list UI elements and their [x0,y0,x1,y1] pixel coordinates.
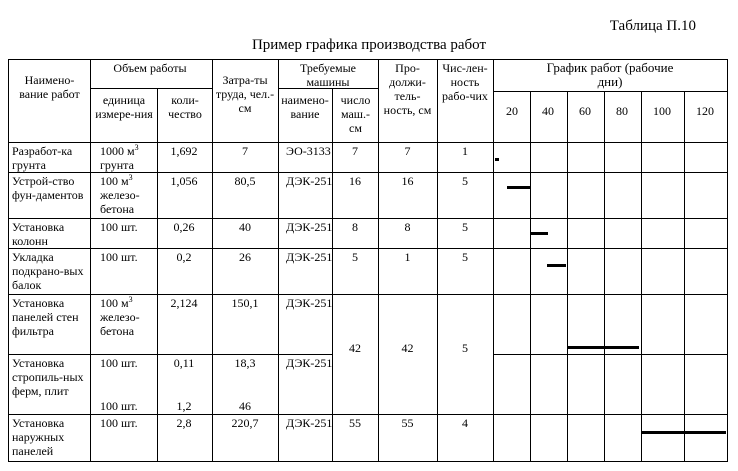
row-name: Устрой-ство фун-даментов [12,174,84,202]
row-duration: 8 [404,220,411,234]
row-machine: ЭО-3133 [286,144,331,158]
merged-duration: 42 [401,341,414,355]
table-title: Пример графика производства работ [251,37,487,53]
row-machine: ДЭК-251 [286,296,333,310]
row-duration: 55 [401,416,414,430]
row-workers: 4 [462,416,468,430]
row-name: Установка наружных панелей [12,416,65,458]
gantt-bar [530,232,548,235]
row-workers: 5 [462,220,468,234]
row-machine: ДЭК-251 [286,220,333,234]
row-qty: 1,056 [170,174,198,188]
header-machines: Требуемые машины [300,61,356,89]
header-machine-name: наимено-вание [281,93,329,121]
row-duration: 1 [404,250,411,264]
header-qty: коли-чество [168,93,202,121]
row-unit: 100 $м^3$ железо-бетона [100,295,140,338]
row-machine: ДЭК-251 [286,356,333,370]
row-qty: 0,26 [173,220,195,234]
row-qty-second: 1,2 [176,399,192,413]
row-machine-count: 7 [352,144,358,158]
row-labor: 220,7 [231,416,259,430]
row-name: Установка стропиль-ных ферм, плит [12,356,84,398]
row-labor: 26 [239,250,251,264]
row-labor: 40 [239,220,251,234]
day-120: 120 [696,104,714,118]
row-unit: 1000 $м^3$ грунта [100,143,139,172]
gantt-bar [567,346,639,349]
row-labor-second: 46 [239,399,251,413]
row-machine-count: 55 [349,416,361,430]
row-unit: 100 шт. [100,356,138,370]
row-machine-count: 5 [352,250,358,264]
row-workers: 5 [462,174,468,188]
day-80: 80 [616,104,628,118]
row-name: Установка панелей стен фильтра [12,296,79,338]
row-duration: 16 [401,174,414,188]
day-100: 100 [653,104,671,118]
row-labor: 80,5 [234,174,256,188]
row-machine: ДЭК-251 [286,174,333,188]
row-unit: 100 шт. [100,250,138,264]
header-name: Наимено-вание работ [19,73,80,101]
row-machine: ДЭК-251 [286,250,333,264]
gantt-bar [507,186,531,189]
header-unit: единица измере-ния [95,93,153,121]
row-duration: 7 [404,144,411,158]
row-machine: ДЭК-251 [286,416,333,430]
row-unit: 100 шт. [100,416,138,430]
gantt-bar [547,264,566,267]
header-labor: Затра-ты труда, чел.-см [215,73,275,115]
row-unit: 100 шт. [100,220,138,234]
row-unit-second: 100 шт. [100,399,138,413]
row-labor: 18,3 [234,356,256,370]
row-machine-count: 16 [349,174,361,188]
row-name: Установка колонн [12,220,65,248]
day-40: 40 [542,104,554,118]
row-unit: 100 $м^3$ железо-бетона [100,173,140,216]
merged-workers: 5 [462,341,468,355]
table-caption: Таблица П.10 [609,18,696,34]
header-schedule: График работ (рабочие дни) [546,60,674,89]
row-machine-count: 8 [352,220,358,234]
row-qty: 0,2 [176,250,192,264]
gantt-bar [495,158,499,161]
header-workers: Чис-лен-ность рабо-чих [442,61,488,103]
header-volume: Объем работы [113,61,187,75]
header-machine-count: число маш.-см [340,93,371,135]
row-qty: 0,11 [173,356,195,370]
row-name: Укладка подкрано-вых балок [12,250,84,292]
day-20: 20 [506,104,518,118]
row-workers: 1 [462,144,468,158]
row-workers: 5 [462,250,468,264]
row-name: Разработ-ка грунта [12,144,73,172]
day-60: 60 [579,104,591,118]
header-duration: Про-должи-тель-ность, см [383,61,432,117]
row-qty: 2,124 [170,296,198,310]
gantt-bar [642,431,726,434]
row-qty: 2,8 [176,416,192,430]
row-labor: 7 [242,144,248,158]
row-labor: 150,1 [231,296,259,310]
merged-machine-count: 42 [349,341,361,355]
row-qty: 1,692 [170,144,198,158]
